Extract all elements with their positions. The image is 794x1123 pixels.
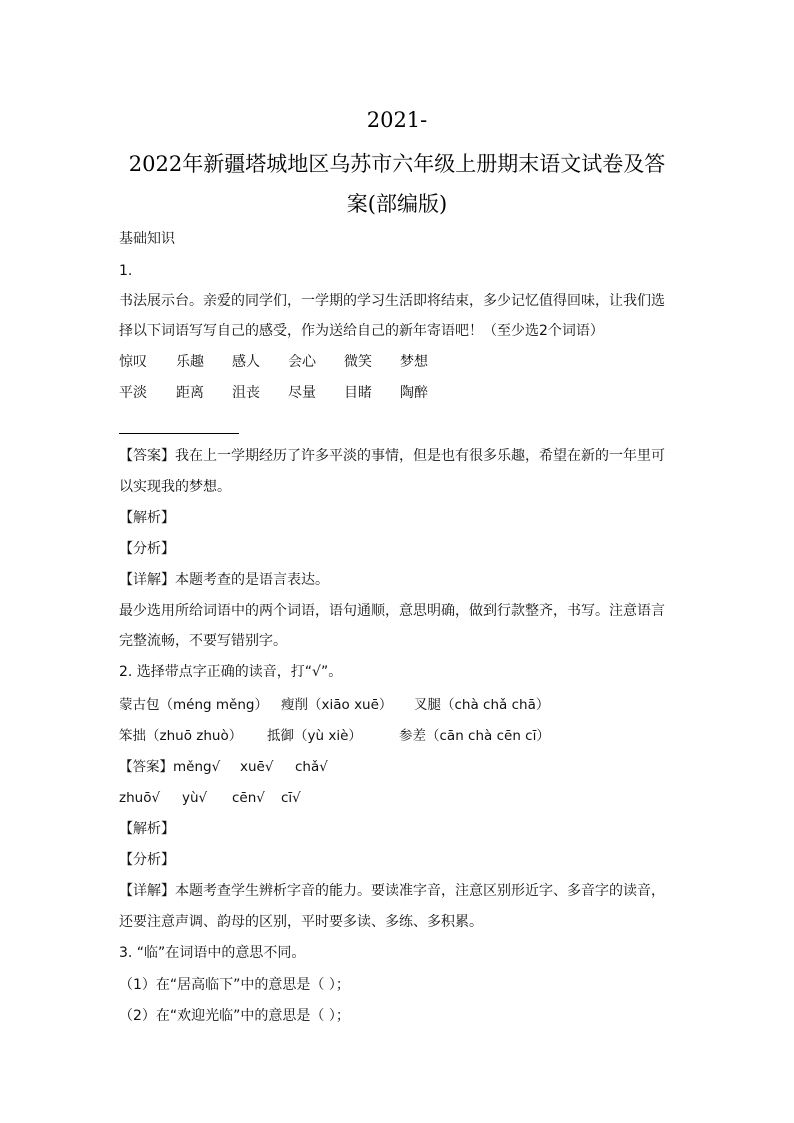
q1-detail-line-2: 最少选用所给词语中的两个词语，语句通顺，意思明确，做到行款整齐，书写。注意语言 [119,603,665,619]
q2-answer: cēn√ [232,790,265,806]
q1-detail-line-3: 完整流畅，不要写错别字。 [119,633,287,649]
q2-item: 蒙古包（méng měng） [119,697,268,713]
q2-answer: xuē√ [240,759,274,775]
q2-jiexi: 【解析】 [119,821,175,837]
q2-item: 抵御（yù xiè） [267,728,362,744]
q2-answer: yù√ [182,790,208,806]
q1-number: 1. [119,263,133,279]
word-item: 距离 [176,385,204,401]
q2-item: 叉腿（chà chǎ chā） [414,697,550,713]
word-item: 会心 [288,354,316,370]
q2-item: 瘦削（xiāo xuē） [281,697,393,713]
q2-detail-line-2: 还要注意声调、韵母的区别，平时要多读、多练、多积累。 [119,914,483,930]
q3-item-2: （2）在“欢迎光临”中的意思是（ ）； [119,1008,350,1024]
q1-detail: 【详解】本题考查的是语言表达。 [119,572,329,588]
word-item: 陶醉 [400,385,428,401]
word-item: 微笑 [344,354,372,370]
word-item: 目睹 [344,385,372,401]
q2-detail-line-1: 【详解】本题考查学生辨析字音的能力。要读准字音，注意区别形近字、多音字的读音， [119,883,665,899]
q1-prompt-line-2: 择以下词语写写自己的感受，作为送给自己的新年寄语吧！（至少选2个词语） [119,323,604,339]
q2-answer: zhuō√ [119,790,161,806]
q1-answer-line-1: 【答案】我在上一学期经历了许多平淡的事情，但是也有很多乐趣，希望在新的一年里可 [119,448,665,464]
q2-item: 笨拙（zhuō zhuò） [119,728,243,744]
q2-answer: chǎ√ [295,759,328,775]
q1-prompt-line-1: 书法展示台。亲爱的同学们，一学期的学习生活即将结束，多少记忆值得回味，让我们选 [119,293,665,309]
q2-item: 参差（cān chà cēn cī） [399,728,550,744]
q3-prompt: 3. “临”在词语中的意思不同。 [119,945,306,961]
title-line-3: 案(部编版) [346,192,448,216]
q3-item-1: （1）在“居高临下”中的意思是（ ）； [119,977,350,993]
word-item: 乐趣 [176,354,204,370]
word-item: 平淡 [119,385,147,401]
word-item: 沮丧 [232,385,260,401]
word-item: 惊叹 [119,354,147,370]
q2-fenxi: 【分析】 [119,852,175,868]
word-item: 尽量 [288,385,316,401]
word-item: 感人 [232,354,260,370]
q1-jiexi: 【解析】 [119,510,175,526]
q1-answer-line-2: 以实现我的梦想。 [119,479,231,495]
q1-fenxi: 【分析】 [119,541,175,557]
title-line-1: 2021- [366,108,428,132]
section-heading: 基础知识 [119,231,175,247]
word-item: 梦想 [400,354,428,370]
q2-answer: 【答案】měng√ [119,759,221,775]
q2-prompt: 2. 选择带点字正确的读音，打“√”。 [119,664,343,680]
q2-answer: cī√ [281,790,301,806]
title-line-2: 2022年新疆塔城地区乌苏市六年级上册期末语文试卷及答 [128,152,666,176]
answer-blank-line [119,433,239,434]
